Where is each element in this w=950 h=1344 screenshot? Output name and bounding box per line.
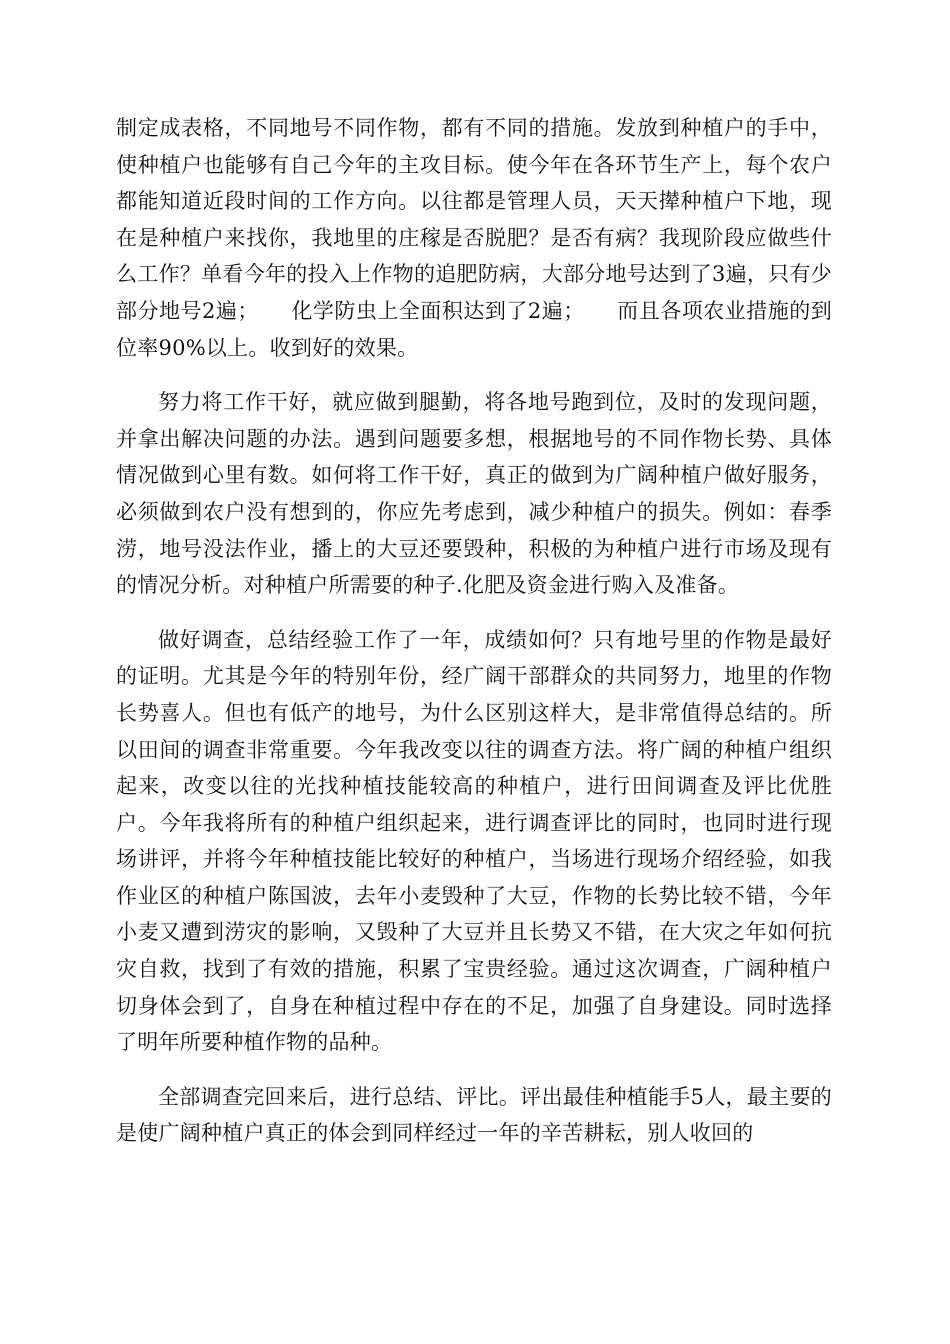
paragraph-3: 做好调查，总结经验工作了一年，成绩如何？只有地号里的作物是最好的证明。尤其是今年的特别年份，经广阔干部群众的共同努力，地里的作物长势喜人。但也有低产的地号，为什么区别这样大，是非常值得总结的。所以田间的调查非常重要。今年我改变以往的调查方法。将广阔的种植户组织起来，改变以往的光找种植技能较高的种植户，进行田间调查及评比优胜户。今年我将所有的种植户组织起来，进行调查评比的同时，也同时进行现场讲评，并将今年种植技能比较好的种植户，当场进行现场介绍经验，如我作业区的种植户陈国波，去年小麦毁种了大豆，作物的长势比较不错，今年小麦又遭到涝灾的影响，又毁种了大豆并且长势又不错，在大灾之年如何抗灾自救，找到了有效的措施，积累了宝贵经验。通过这次调查，广阔种植户切身体会到了，自身在种植过程中存在的不足，加强了自身建设。同时选择了明年所要种植作物的品种。	[116, 627, 832, 1055]
document-page	[116, 110, 832, 1170]
paragraph-1: 制定成表格，不同地号不同作物，都有不同的措施。发放到种植户的手中，使种植户也能够有自己今年的主攻目标。使今年在各环节生产上，每个农户都能知道近段时间的工作方向。以往都是管理人员，天天撵种植户下地，现在是种植户来找你，我地里的庄稼是否脱肥？是否有病？我现阶段应做些什么工作？单看今年的投入上作物的追肥防病，大部分地号达到了3遍，只有少部分地号2遍； 化学防虫上全面积达到了2遍； 而且各项农业措施的到位率90%以上。收到好的效果。	[116, 116, 832, 360]
paragraph-4: 全部调查完回来后，进行总结、评比。评出最佳种植能手5人，最主要的是使广阔种植户真正的体会到同样经过一年的辛苦耕耘，别人收回的	[116, 1084, 832, 1146]
paragraph-2: 努力将工作干好，就应做到腿勤，将各地号跑到位，及时的发现问题，并拿出解决问题的办法。遇到问题要多想，根据地号的不同作物长势、具体情况做到心里有数。如何将工作干好，真正的做到为广阔种植户做好服务，必须做到农户没有想到的，你应先考虑到，减少种植户的损失。例如：春季涝，地号没法作业，播上的大豆还要毁种，积极的为种植户进行市场及现有的情况分析。对种植户所需要的种子.化肥及资金进行购入及准备。	[116, 390, 832, 598]
